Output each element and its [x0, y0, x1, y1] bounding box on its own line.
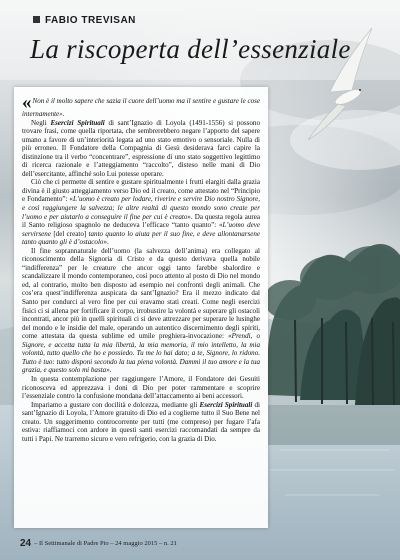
opening-quote-mark: «	[22, 96, 32, 113]
article-paragraph	[22, 96, 260, 119]
article-paragraph: Negli Esercizi Spirituali di sant’Ignazio di Loyola (1491-1556) si possono trovare frasi, come quella riportata, che sembrerebbero negare l’apporto del sapere umano a favore di un’interiorità legata ad uno stato emotivo o sensoriale. Nulla di più erroneo. Il Fondatore della Compagnia di Gesù desiderava farci capire la distinzione tra il verbo “concentrare”, espressione di uno stato soggettivo legittimo di ricerca razionale e l’atteggiamento “raccolto”, disteso nelle mani di Dio dell’esercitante, affinché solo Lui potesse operare.	[22, 118, 260, 178]
page-number: 24	[20, 538, 32, 549]
author-name: FABIO TREVISAN	[45, 15, 136, 26]
article-paragraph: In questa contemplazione per raggiungere l’Amore, il Fondatore dei Gesuiti riconosceva ed apprezzava i doni di Dio per poter rammentare e scoprire l’essenziale contro la confusione mondana dell’attaccamento ai beni accessori.	[22, 374, 260, 401]
publication-line: – Il Settimanale di Padre Pio – 24 maggio 2015 – n. 21	[34, 540, 177, 547]
article-paragraph: Impariamo a gustare con docilità e dolcezza, mediante gli Esercizi Spirituali di sant’Ignazio di Loyola, l’Amore gratuito di Dio ed a coglierne tutto il Suo Bene nel creato. Un suggerimento controcorrente per tutti (me compreso) per fugare l’afa estiva: riaffiamoci con ardore in questi santi esercizi raccomandati da sempre da tutti i Papi. Ne trarremo sicuro e vero refrigerio, con la grazia di Dio.	[22, 400, 260, 443]
square-bullet-icon	[33, 16, 40, 23]
page-footer	[20, 538, 177, 549]
article-body	[22, 96, 260, 524]
article-paragraph: Ciò che ci permette di sentire e gustare spiritualmente i frutti elargiti dalla grazia divina è il giusto atteggiamento verso Dio ed il creato, come attestato nel “Principio e Fondamento”: «L’uomo è creato per lodare, riverire e servire Dio nostro Signore, e così raggiungere la salvezza; le altre realtà di questo mondo sono create per l’uomo e per aiutarlo a conseguire il fine per cui è creato». Da questa regola aurea il Santo religioso spagnolo ne deduceva l’efficace “tanto quanto”: «L’uomo deve servirsene [del creato] tanto quanto lo aiuta per il suo fine, e deve allontanarsene tanto quanto gli è d’ostacolo».	[22, 178, 260, 247]
article-title: La riscoperta dell’essenziale	[30, 34, 351, 64]
author-byline	[33, 15, 136, 26]
article-paragraph: Il fine soprannaturale dell’uomo (la salvezza dell’anima) era collegato al riconoscimento della Signoria di Cristo e da questo derivava quella nobile “indifferenza” per le creature che ancor oggi tanto farebbe sbalordire e scandalizzare il mondo contemporaneo, così poco attento al posto di Dio nel mondo ed, al contrario, molto ben disposto ad esempio nei confronti degli animali. Che cos’era quest’indifferenza auspicata da sant’Ignazio? Era il mezzo indicato dal Santo per condurci al vero fine per cui eravamo stati creati. Come negli esercizi fisici ci si allena per fortificare il corpo, irrobustire la volontà e superare gli ostacoli incontrati, ancor più in quelli spirituali ci si deve attrezzare per superare le lusinghe del mondo e le insidie del male, operando un autentico discernimento degli spiriti, come attestata da questa sublime ed umile preghiera-invocazione: «Prendi, o Signore, e accetta tutta la mia libertà, la mia memoria, il mio intelletto, la mia volontà, tutto quello che ho e possiedo. Tu me lo hai dato; a te, Signore, lo ridono. Tutto è tuo: tutto disponi secondo la tua piena volontà. Dammi il tuo amore e la tua grazia, e questo solo mi basta».	[22, 246, 260, 375]
lead-quote-text: Non è il molto sapere che sazia il cuore dell’uomo ma il sentire e gustare le cose internamente».	[22, 97, 260, 118]
